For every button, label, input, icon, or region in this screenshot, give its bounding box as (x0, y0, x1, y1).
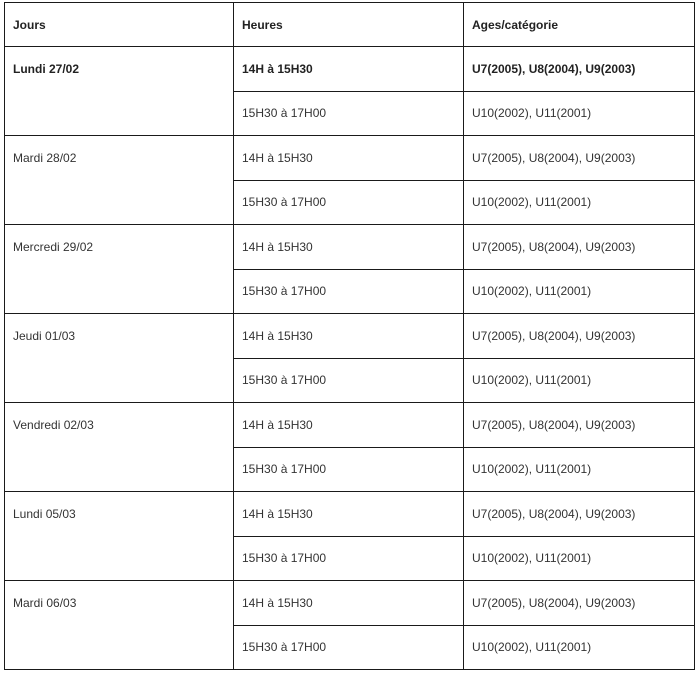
header-ages: Ages/catégorie (464, 3, 695, 47)
ages-cell: U7(2005), U8(2004), U9(2003) (464, 492, 695, 537)
ages-cell: U7(2005), U8(2004), U9(2003) (464, 47, 695, 92)
hours-cell: 15H30 à 17H00 (234, 358, 464, 403)
schedule-table (4, 2, 695, 670)
header-day: Jours (5, 3, 234, 47)
ages-cell: U10(2002), U11(2001) (464, 625, 695, 670)
day-cell: Lundi 27/02 (5, 47, 234, 136)
hours-cell: 15H30 à 17H00 (234, 91, 464, 136)
hours-cell: 14H à 15H30 (234, 225, 464, 270)
table-row (5, 403, 695, 448)
hours-cell: 14H à 15H30 (234, 581, 464, 626)
hours-cell: 15H30 à 17H00 (234, 447, 464, 492)
ages-cell: U10(2002), U11(2001) (464, 358, 695, 403)
hours-cell: 14H à 15H30 (234, 136, 464, 181)
day-cell: Mardi 28/02 (5, 136, 234, 225)
table-body (5, 47, 695, 670)
hours-cell: 14H à 15H30 (234, 47, 464, 92)
hours-cell: 15H30 à 17H00 (234, 536, 464, 581)
ages-cell: U10(2002), U11(2001) (464, 536, 695, 581)
table-header (5, 3, 695, 47)
day-cell: Mercredi 29/02 (5, 225, 234, 314)
ages-cell: U7(2005), U8(2004), U9(2003) (464, 581, 695, 626)
table-row (5, 136, 695, 181)
day-cell: Lundi 05/03 (5, 492, 234, 581)
table-row (5, 581, 695, 626)
table-row (5, 492, 695, 537)
hours-cell: 15H30 à 17H00 (234, 269, 464, 314)
ages-cell: U7(2005), U8(2004), U9(2003) (464, 314, 695, 359)
table-row (5, 47, 695, 92)
hours-cell: 15H30 à 17H00 (234, 180, 464, 225)
ages-cell: U7(2005), U8(2004), U9(2003) (464, 403, 695, 448)
ages-cell: U7(2005), U8(2004), U9(2003) (464, 225, 695, 270)
hours-cell: 14H à 15H30 (234, 492, 464, 537)
hours-cell: 15H30 à 17H00 (234, 625, 464, 670)
ages-cell: U10(2002), U11(2001) (464, 269, 695, 314)
table-row (5, 314, 695, 359)
header-hours: Heures (234, 3, 464, 47)
ages-cell: U10(2002), U11(2001) (464, 180, 695, 225)
ages-cell: U7(2005), U8(2004), U9(2003) (464, 136, 695, 181)
day-cell: Mardi 06/03 (5, 581, 234, 670)
header-row (5, 3, 695, 47)
ages-cell: U10(2002), U11(2001) (464, 447, 695, 492)
day-cell: Vendredi 02/03 (5, 403, 234, 492)
hours-cell: 14H à 15H30 (234, 403, 464, 448)
day-cell: Jeudi 01/03 (5, 314, 234, 403)
table-row (5, 225, 695, 270)
hours-cell: 14H à 15H30 (234, 314, 464, 359)
ages-cell: U10(2002), U11(2001) (464, 91, 695, 136)
